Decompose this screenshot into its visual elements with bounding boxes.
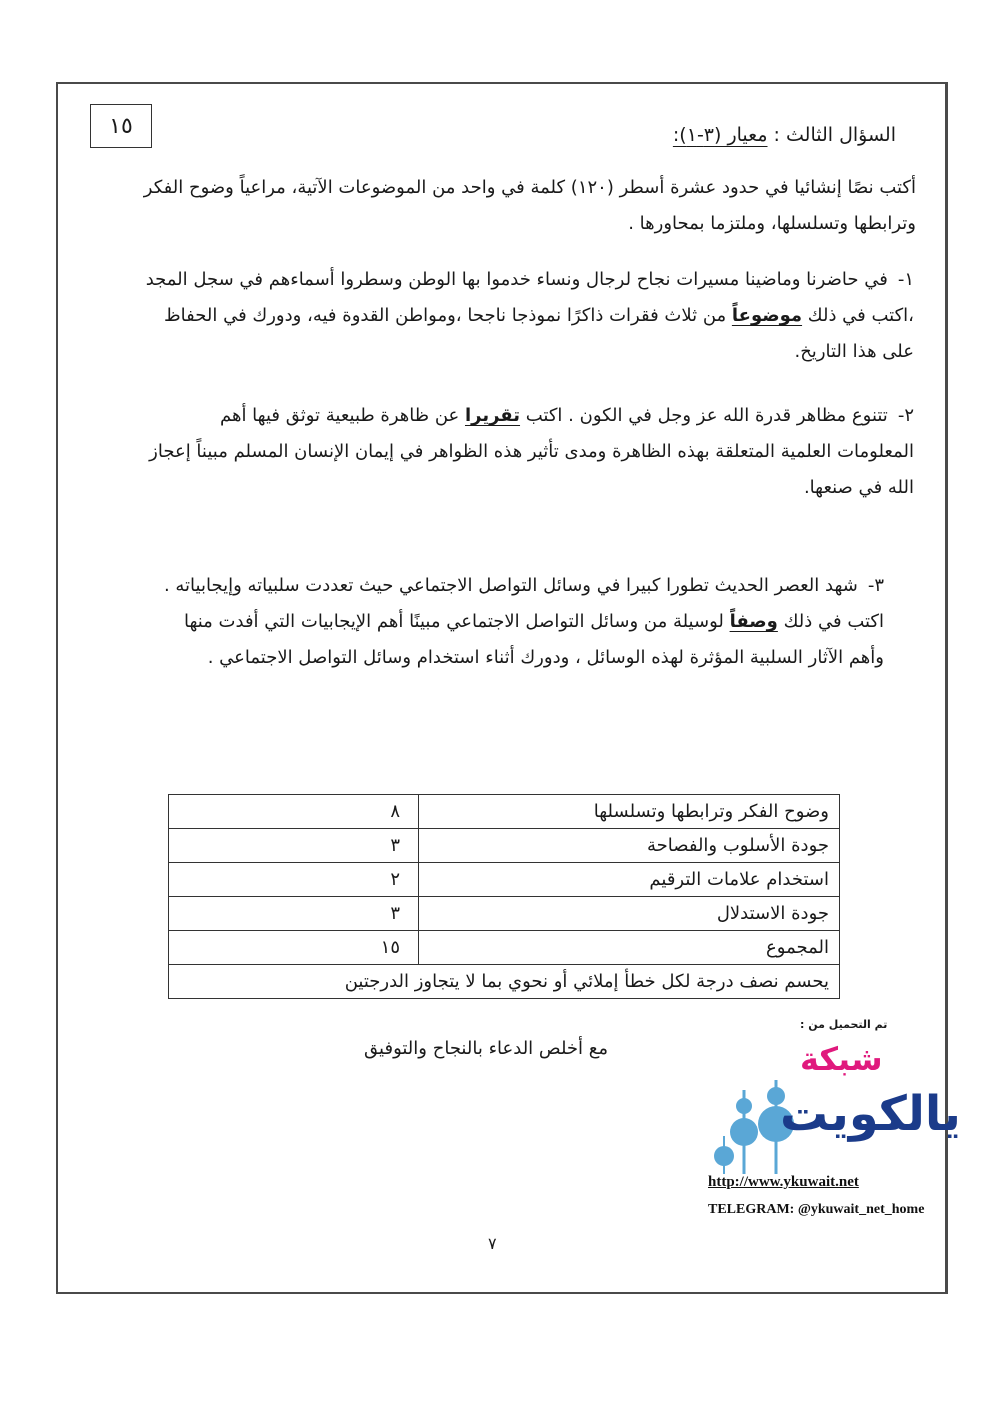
rubric-row: [169, 829, 840, 863]
telegram-handle: TELEGRAM: @ykuwait_net_home: [708, 1202, 925, 1217]
topic-emphasis: موضوعاً: [731, 305, 803, 326]
score-value: ١٥: [109, 113, 133, 139]
rubric-table: [168, 794, 840, 999]
topic-number: ١-: [897, 269, 914, 290]
website-url: http://www.ykuwait.net: [708, 1174, 859, 1190]
rubric-note-row: [169, 965, 840, 999]
brand-main: يالكويت: [780, 1086, 961, 1142]
rubric-criterion: جودة الأسلوب والفصاحة: [419, 829, 840, 863]
question-label: السؤال الثالث :: [767, 124, 896, 146]
rubric-points: ١٥: [169, 931, 419, 965]
rubric-criterion: وضوح الفكر وترابطها وتسلسلها: [419, 795, 840, 829]
rubric-row: [169, 795, 840, 829]
topic-text-before: تتنوع مظاهر قدرة الله عز وجل في الكون . اكتب: [520, 405, 888, 426]
topic-2: [144, 398, 914, 506]
rubric-criterion: المجموع: [419, 931, 840, 965]
rubric-points: ٨: [169, 795, 419, 829]
brand-top: شبكة: [800, 1040, 883, 1078]
rubric-criterion: استخدام علامات الترقيم: [419, 863, 840, 897]
rubric-note: يحسم نصف درجة لكل خطأ إملائي أو نحوي بما لا يتجاوز الدرجتين: [169, 965, 840, 999]
instructions: أكتب نصًا إنشائيا في حدود عشرة أسطر (١٢٠) كلمة في واحد من الموضوعات الآتية، مراعياً وضوح الفكر وترابطها وتسلسلها، وملتزما بمحاورها .: [143, 177, 916, 234]
topic-1: [144, 262, 914, 370]
rubric-row: [169, 897, 840, 931]
topic-number: ٣-: [867, 575, 884, 596]
topic-text-before: شهد العصر الحديث تطورا كبيرا في وسائل التواصل الاجتماعي حيث تعددت سلبياته وإيجابياته . اكتب في ذلك: [163, 575, 884, 632]
rubric-points: ٢: [169, 863, 419, 897]
rubric-row: [169, 931, 840, 965]
topic-text-after: لوسيلة من وسائل التواصل الاجتماعي مبينًا أهم الإيجابيات التي أفدت منها وأهم الآثار السلبية المؤثرة لهذه الوسائل ، ودورك أثناء استخدام وسائل التواصل الاجتماعي .: [183, 611, 884, 668]
topic-number: ٢-: [897, 405, 914, 426]
score-box: [90, 104, 152, 148]
standard-label: معيار (٣-١):: [672, 124, 768, 146]
topic-text-before: في حاضرنا وماضينا مسيرات نجاح لرجال ونساء خدموا بها الوطن وسطروا أسماءهم في سجل المجد ،اكتب في ذلك: [145, 269, 914, 326]
question-title: [673, 124, 896, 146]
closing-remark: مع أخلص الدعاء بالنجاح والتوفيق: [364, 1038, 608, 1059]
rubric-criterion: جودة الاستدلال: [419, 897, 840, 931]
page-number: ٧: [488, 1234, 497, 1253]
topic-text-after: عن ظاهرة طبيعية توثق فيها أهم المعلومات العلمية المتعلقة بهذه الظاهرة ومدى تأثير هذه الظواهر في إيمان الإنسان المسلم مبيناً إعجاز الله في صنعها.: [149, 405, 914, 498]
topic-3: [144, 568, 884, 676]
topic-text-after: من ثلاث فقرات ذاكرًا نموذجا ناجحا ،ومواطن القدوة فيه، ودورك في الحفاظ على هذا التاريخ.: [164, 305, 914, 362]
rubric-points: ٣: [169, 897, 419, 931]
topic-emphasis: تقريرا: [464, 405, 521, 426]
rubric-points: ٣: [169, 829, 419, 863]
rubric-row: [169, 863, 840, 897]
topic-emphasis: وصفاً: [729, 611, 778, 632]
downloaded-from-label: تم التحميل من :: [800, 1018, 888, 1031]
ykuwait-logo: [700, 1040, 961, 1230]
